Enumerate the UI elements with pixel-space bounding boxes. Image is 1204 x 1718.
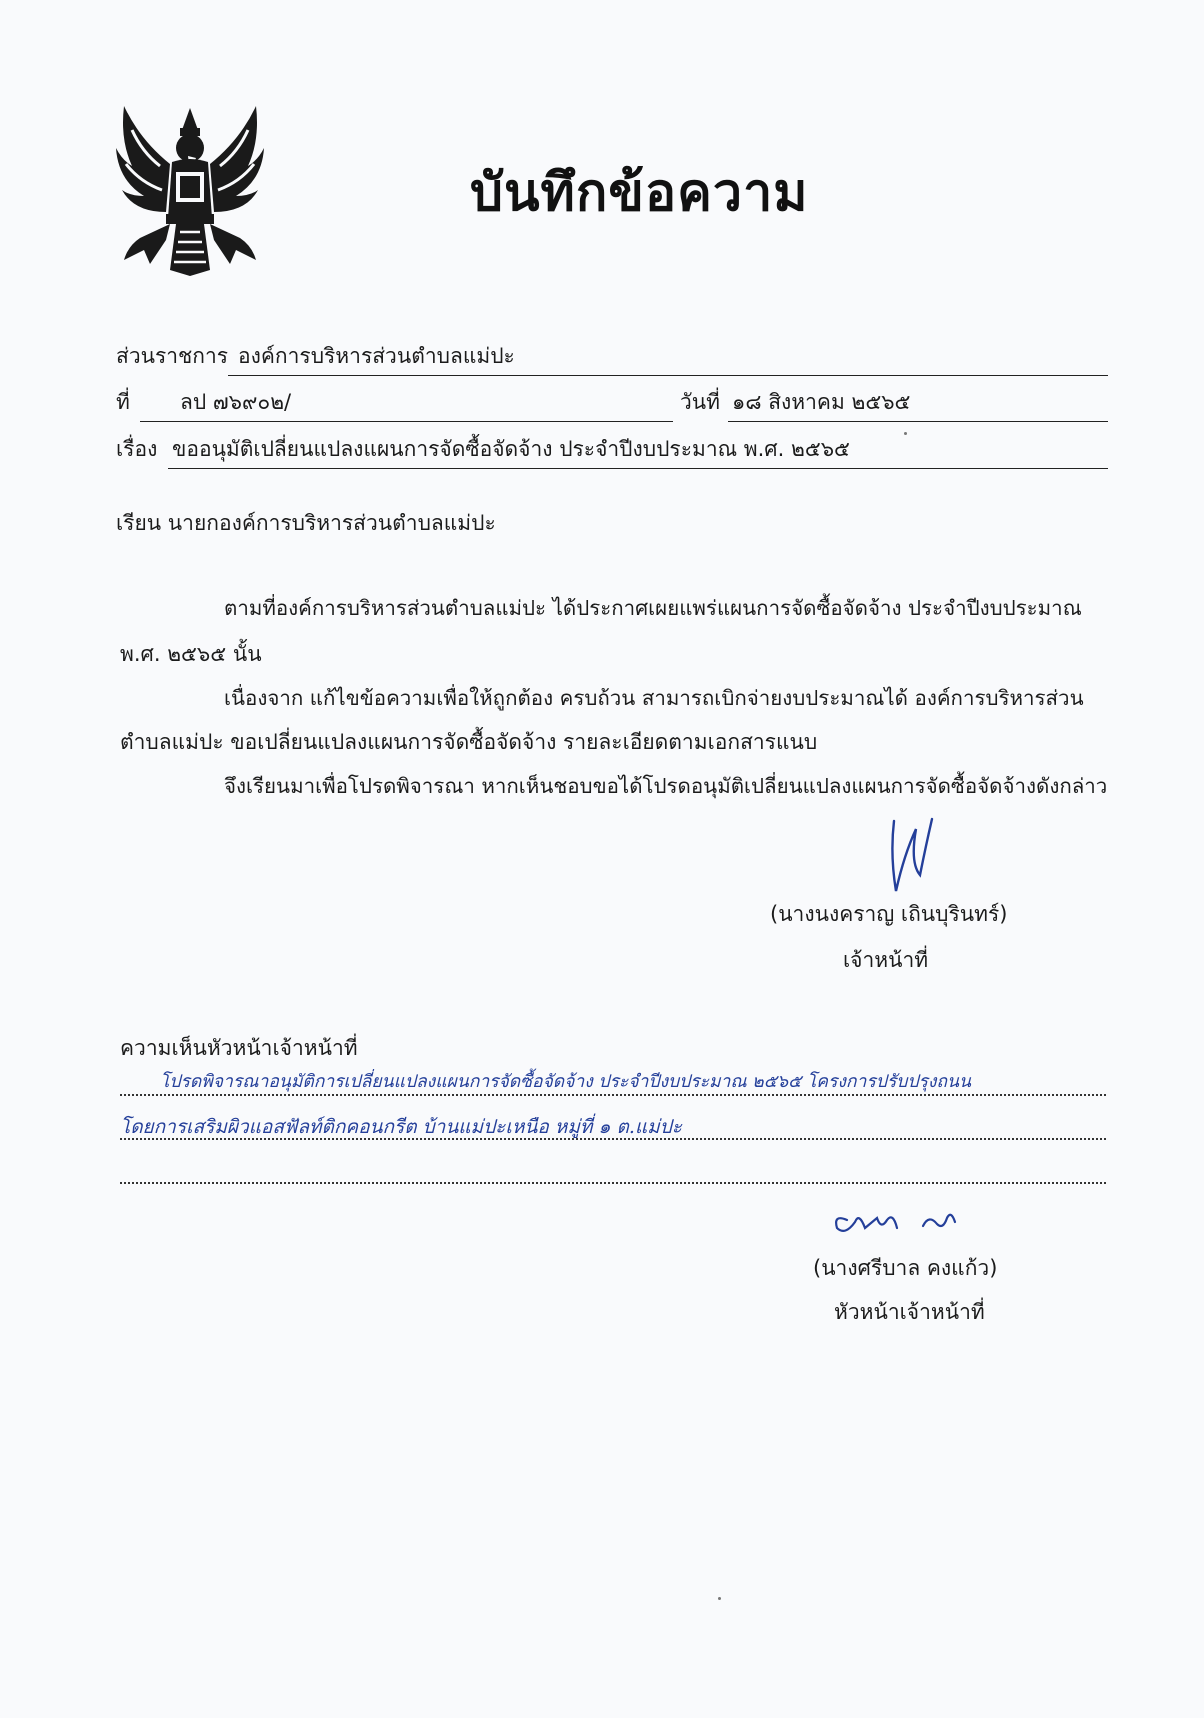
subject-underline [168, 468, 1108, 469]
handwritten-opinion-line-2: โดยการเสริมผิวแอสฟัลท์ติกคอนกรีต บ้านแม่ปะเหนือ หมู่ที่ ๑ ต.แม่ปะ [120, 1116, 682, 1138]
body-paragraph-1-line-2: พ.ศ. ๒๕๖๕ นั้น [120, 642, 262, 666]
body-paragraph-3-line-1: จึงเรียนมาเพื่อโปรดพิจารณา หากเห็นชอบขอได้โปรดอนุมัติเปลี่ยนแปลงแผนการจัดซื้อจัดจ้างดังกล่าว [224, 774, 1108, 798]
subject-label: เรื่อง [116, 437, 158, 461]
head-signature [825, 1200, 975, 1240]
date-underline [728, 421, 1108, 422]
dotted-line-2 [120, 1138, 1106, 1140]
body-paragraph-2-line-1: เนื่องจาก แก้ไขข้อความเพื่อให้ถูกต้อง ครบถ้วน สามารถเบิกจ่ายงบประมาณได้ องค์การบริหารส่วน [224, 686, 1084, 710]
date-value: ๑๘ สิงหาคม ๒๕๖๕ [732, 390, 911, 414]
officer-position: เจ้าหน้าที่ [843, 948, 929, 972]
ref-underline [140, 421, 673, 422]
officer-signature [880, 815, 940, 895]
head-position: หัวหน้าเจ้าหน้าที่ [834, 1300, 985, 1324]
handwritten-opinion-line-1: โปรดพิจารณาอนุมัติการเปลี่ยนแปลงแผนการจัดซื้อจัดจ้าง ประจำปีงบประมาณ ๒๕๖๕ โครงการปรับปรุงถนน [160, 1072, 971, 1092]
salutation: เรียน นายกองค์การบริหารส่วนตำบลแม่ปะ [116, 511, 496, 535]
agency-label: ส่วนราชการ [116, 344, 229, 368]
head-name: (นางศรีบาล คงแก้ว) [813, 1256, 998, 1280]
memo-title: บันทึกข้อความ [470, 163, 809, 223]
agency-underline [228, 375, 1108, 376]
body-paragraph-1-line-1: ตามที่องค์การบริหารส่วนตำบลแม่ปะ ได้ประกาศเผยแพร่แผนการจัดซื้อจัดจ้าง ประจำปีงบประมาณ [224, 596, 1082, 620]
ref-label: ที่ [116, 390, 130, 414]
ref-value: ลป ๗๖๙๐๒/ [180, 390, 292, 414]
scan-speck [718, 1597, 721, 1600]
officer-name: (นางนงคราญ เถินบุรินทร์) [770, 902, 1008, 926]
body-paragraph-2-line-2: ตำบลแม่ปะ ขอเปลี่ยนแปลงแผนการจัดซื้อจัดจ้าง รายละเอียดตามเอกสารแนบ [120, 730, 818, 754]
dotted-line-1 [120, 1094, 1106, 1096]
scan-speck [904, 432, 907, 435]
subject-value: ขออนุมัติเปลี่ยนแปลงแผนการจัดซื้อจัดจ้าง ประจำปีงบประมาณ พ.ศ. ๒๕๖๕ [172, 437, 850, 461]
dotted-line-3 [120, 1182, 1106, 1184]
garuda-emblem-icon [110, 100, 270, 280]
agency-value: องค์การบริหารส่วนตำบลแม่ปะ [238, 344, 515, 368]
head-opinion-label: ความเห็นหัวหน้าเจ้าหน้าที่ [120, 1036, 358, 1060]
date-label: วันที่ [680, 390, 720, 414]
